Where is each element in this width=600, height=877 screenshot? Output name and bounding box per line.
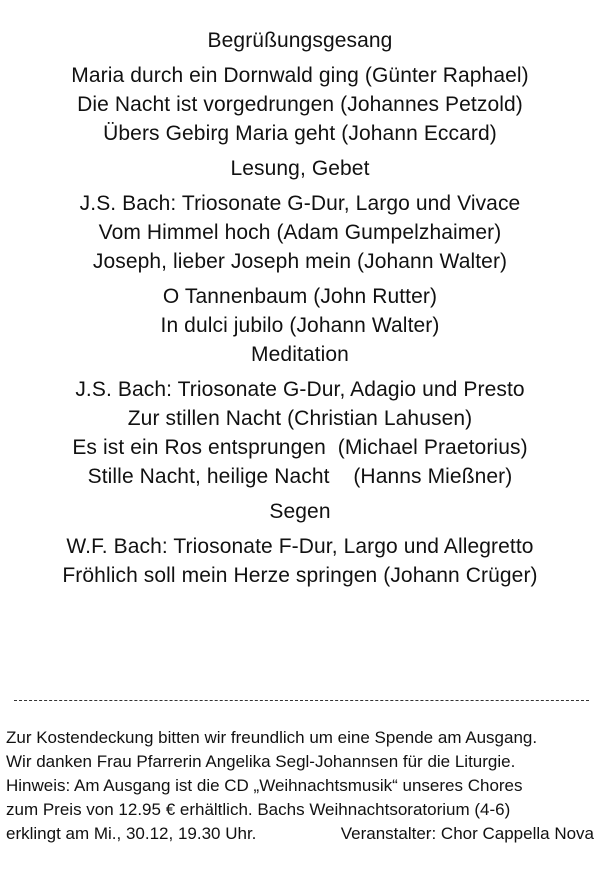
program-item: Maria durch ein Dornwald ging (Günter Raphael): [71, 64, 529, 87]
program-item: O Tannenbaum (John Rutter): [162, 285, 438, 308]
program-item: J.S. Bach: Triosonate G-Dur, Largo und Vivace: [79, 192, 521, 215]
footer-line-thanks: Wir danken Frau Pfarrerin Angelika Segl-Johannsen für die Liturgie.: [6, 752, 516, 771]
program-item: Vom Himmel hoch (Adam Gumpelzhaimer): [98, 221, 502, 244]
program-item: Joseph, lieber Joseph mein (Johann Walter): [92, 250, 508, 273]
footer-line-donation: Zur Kostendeckung bitten wir freundlich um eine Spende am Ausgang.: [6, 728, 538, 747]
footer-line-date-organizer: [6, 822, 594, 846]
footer-line-cd-notice: Hinweis: Am Ausgang ist die CD „Weihnachtsmusik“ unseres Chores: [6, 776, 523, 795]
program-list: [0, 26, 600, 590]
section-heading-blessing: Segen: [269, 500, 331, 523]
program-item: Die Nacht ist vorgedrungen (Johannes Petzold): [77, 93, 523, 116]
program-item: Zur stillen Nacht (Christian Lahusen): [127, 407, 473, 430]
footer-notes: [6, 726, 594, 846]
section-heading-meditation: Meditation: [251, 343, 349, 366]
section-heading-reading: Lesung, Gebet: [230, 157, 370, 180]
program-item: W.F. Bach: Triosonate F-Dur, Largo und Allegretto: [66, 535, 534, 558]
organizer-text: Veranstalter: Chor Cappella Nova: [340, 824, 594, 843]
program-item: Fröhlich soll mein Herze springen (Johann Crüger): [62, 564, 538, 587]
footer-line-price: zum Preis von 12.95 € erhältlich. Bachs Weihnachtsoratorium (4-6): [6, 800, 511, 819]
program-item: Übers Gebirg Maria geht (Johann Eccard): [103, 122, 497, 145]
program-item: J.S. Bach: Triosonate G-Dur, Adagio und Presto: [75, 378, 525, 401]
dashed-divider: [14, 700, 589, 701]
program-item: Es ist ein Ros entsprungen (Michael Praetorius): [72, 436, 528, 459]
program-item: In dulci jubilo (Johann Walter): [160, 314, 440, 337]
program-item: Stille Nacht, heilige Nacht (Hanns Mießner): [87, 465, 513, 488]
event-date-text: erklingt am Mi., 30.12, 19.30 Uhr.: [6, 824, 257, 843]
section-heading-welcome: Begrüßungsgesang: [207, 29, 393, 52]
